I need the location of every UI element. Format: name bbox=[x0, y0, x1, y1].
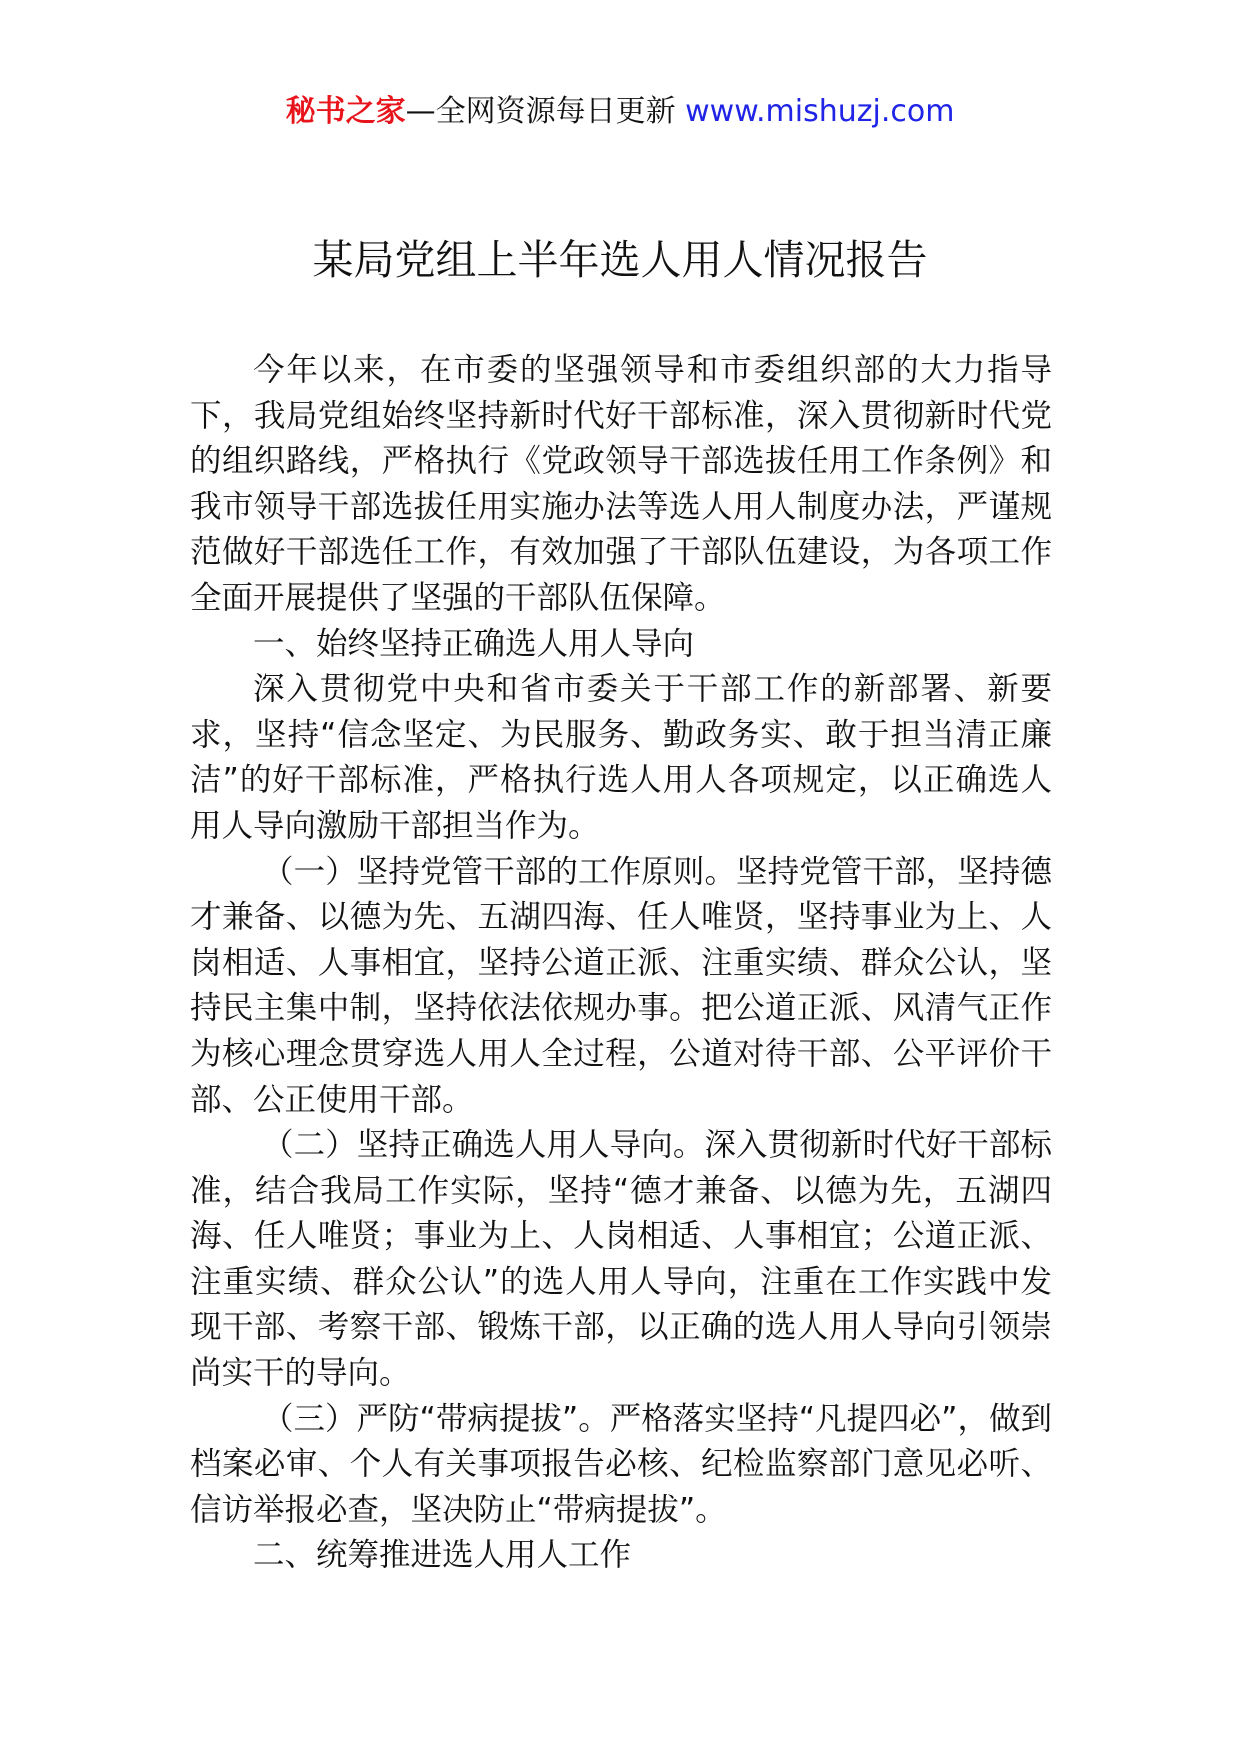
brand-name: 秘书之家 bbox=[285, 94, 406, 129]
subsection-2-paragraph: （二）坚持正确选人用人导向。深入贯彻新时代好干部标准，结合我局工作实际，坚持“德才兼备、以德为先，五湖四海、任人唯贤；事业为上、人岗相适、人事相宜；公道正派、注重实绩、群众公认”的选人用人导向，注重在工作实践中发现干部、考察干部、锻炼干部，以正确的选人用人导向引领崇尚实干的导向。 bbox=[190, 1127, 1052, 1392]
document-title: 某局党组上半年选人用人情况报告 bbox=[312, 236, 928, 284]
section-1-paragraph: 深入贯彻党中央和省市委关于干部工作的新部署、新要求，坚持“信念坚定、为民服务、勤政务实、敢于担当清正廉洁”的好干部标准，严格执行选人用人各项规定，以正确选人用人导向激励干部担当作为。 bbox=[190, 671, 1052, 844]
subsection-3-paragraph: （三）严防“带病提拔”。严格落实坚持“凡提四必”，做到档案必审、个人有关事项报告必核、纪检监察部门意见必听、信访举报必查，坚决防止“带病提拔”。 bbox=[190, 1400, 1052, 1528]
section-heading-1: 一、始终坚持正确选人用人导向 bbox=[253, 625, 695, 662]
site-header bbox=[0, 92, 1240, 132]
intro-paragraph: 今年以来，在市委的坚强领导和市委组织部的大力指导下，我局党组始终坚持新时代好干部标准，深入贯彻新时代党的组织路线，严格执行《党政领导干部选拔任用工作条例》和我市领导干部选拔任用实施办法等选人用人制度办法，严谨规范做好干部选任工作，有效加强了干部队伍建设，为各项工作全面开展提供了坚强的干部队伍保障。 bbox=[190, 352, 1052, 616]
section-heading-2: 二、统筹推进选人用人工作 bbox=[253, 1537, 632, 1574]
subsection-1-paragraph: （一）坚持党管干部的工作原则。坚持党管干部，坚持德才兼备、以德为先、五湖四海、任人唯贤，坚持事业为上、人岗相适、人事相宜，坚持公道正派、注重实绩、群众公认，坚持民主集中制，坚持依法依规办事。把公道正派、风清气正作为核心理念贯穿选人用人全过程，公道对待干部、公平评价干部、公正使用干部。 bbox=[190, 853, 1052, 1118]
document-body bbox=[190, 348, 1052, 1579]
site-url-link[interactable]: www.mishuzj.com bbox=[685, 94, 955, 129]
header-tagline: —全网资源每日更新 bbox=[405, 94, 686, 129]
